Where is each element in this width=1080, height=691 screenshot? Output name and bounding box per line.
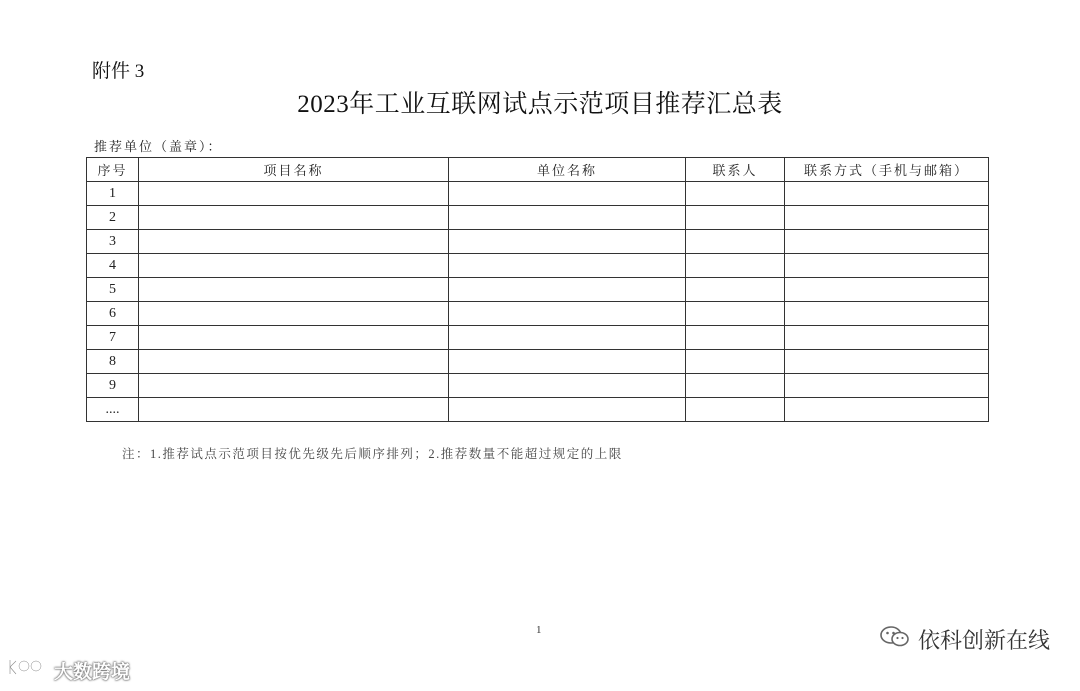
contact-info-cell bbox=[785, 182, 989, 206]
table-header-row bbox=[87, 158, 989, 182]
contact-person-cell bbox=[686, 326, 785, 350]
document-title: 2023年工业互联网试点示范项目推荐汇总表 bbox=[297, 91, 783, 118]
table-row bbox=[87, 302, 989, 326]
contact-person-cell bbox=[686, 230, 785, 254]
project-name-cell bbox=[139, 206, 449, 230]
header-unit-name: 单位名称 bbox=[449, 158, 686, 182]
table-row bbox=[87, 398, 989, 422]
row-seq: 9 bbox=[87, 374, 139, 398]
contact-person-cell bbox=[686, 302, 785, 326]
project-name-cell bbox=[139, 326, 449, 350]
project-name-cell bbox=[139, 350, 449, 374]
header-contact-person: 联系人 bbox=[686, 158, 785, 182]
attachment-label: 附件 3 bbox=[92, 61, 145, 82]
table-row bbox=[87, 206, 989, 230]
contact-person-cell bbox=[686, 374, 785, 398]
table-row bbox=[87, 182, 989, 206]
table-row bbox=[87, 350, 989, 374]
header-project-name: 项目名称 bbox=[139, 158, 449, 182]
contact-info-cell bbox=[785, 302, 989, 326]
contact-info-cell bbox=[785, 374, 989, 398]
unit-name-cell bbox=[449, 254, 686, 278]
contact-info-cell bbox=[785, 326, 989, 350]
unit-name-cell bbox=[449, 278, 686, 302]
contact-info-cell bbox=[785, 350, 989, 374]
table-row bbox=[87, 374, 989, 398]
brand-watermark-text: 大数跨境 bbox=[54, 661, 131, 683]
wechat-account-name: 依科创新在线 bbox=[917, 629, 1050, 654]
unit-name-cell bbox=[449, 374, 686, 398]
row-seq: 8 bbox=[87, 350, 139, 374]
header-contact-info: 联系方式（手机与邮箱） bbox=[785, 158, 989, 182]
row-seq: 2 bbox=[87, 206, 139, 230]
contact-person-cell bbox=[686, 206, 785, 230]
wechat-watermark bbox=[880, 624, 1050, 655]
contact-person-cell bbox=[686, 254, 785, 278]
wechat-icon bbox=[880, 625, 910, 655]
unit-name-cell bbox=[449, 182, 686, 206]
table-note: 注：1.推荐试点示范项目按优先级先后顺序排列；2.推荐数量不能超过规定的上限 bbox=[122, 447, 623, 461]
table-row bbox=[87, 230, 989, 254]
contact-info-cell bbox=[785, 254, 989, 278]
contact-person-cell bbox=[686, 278, 785, 302]
project-name-cell bbox=[139, 230, 449, 254]
header-seq: 序号 bbox=[87, 158, 139, 182]
table-row bbox=[87, 326, 989, 350]
row-seq: 5 bbox=[87, 278, 139, 302]
unit-name-cell bbox=[449, 398, 686, 422]
contact-info-cell bbox=[785, 398, 989, 422]
project-name-cell bbox=[139, 254, 449, 278]
row-seq: 1 bbox=[87, 182, 139, 206]
contact-person-cell bbox=[686, 398, 785, 422]
project-name-cell bbox=[139, 374, 449, 398]
contact-info-cell bbox=[785, 278, 989, 302]
table-row bbox=[87, 278, 989, 302]
row-seq: .... bbox=[87, 398, 139, 422]
contact-person-cell bbox=[686, 182, 785, 206]
table-row bbox=[87, 254, 989, 278]
project-name-cell bbox=[139, 302, 449, 326]
row-seq: 7 bbox=[87, 326, 139, 350]
contact-info-cell bbox=[785, 206, 989, 230]
unit-name-cell bbox=[449, 326, 686, 350]
brand-logo-icon bbox=[6, 656, 50, 685]
project-name-cell bbox=[139, 182, 449, 206]
row-seq: 3 bbox=[87, 230, 139, 254]
project-name-cell bbox=[139, 278, 449, 302]
unit-name-cell bbox=[449, 302, 686, 326]
row-seq: 4 bbox=[87, 254, 139, 278]
project-name-cell bbox=[139, 398, 449, 422]
contact-info-cell bbox=[785, 230, 989, 254]
recommending-unit-label: 推荐单位（盖章）： bbox=[94, 139, 223, 154]
brand-watermark bbox=[6, 656, 130, 685]
row-seq: 6 bbox=[87, 302, 139, 326]
page-number: 1 bbox=[536, 624, 542, 636]
contact-person-cell bbox=[686, 350, 785, 374]
unit-name-cell bbox=[449, 350, 686, 374]
unit-name-cell bbox=[449, 230, 686, 254]
unit-name-cell bbox=[449, 206, 686, 230]
summary-table bbox=[86, 157, 989, 422]
